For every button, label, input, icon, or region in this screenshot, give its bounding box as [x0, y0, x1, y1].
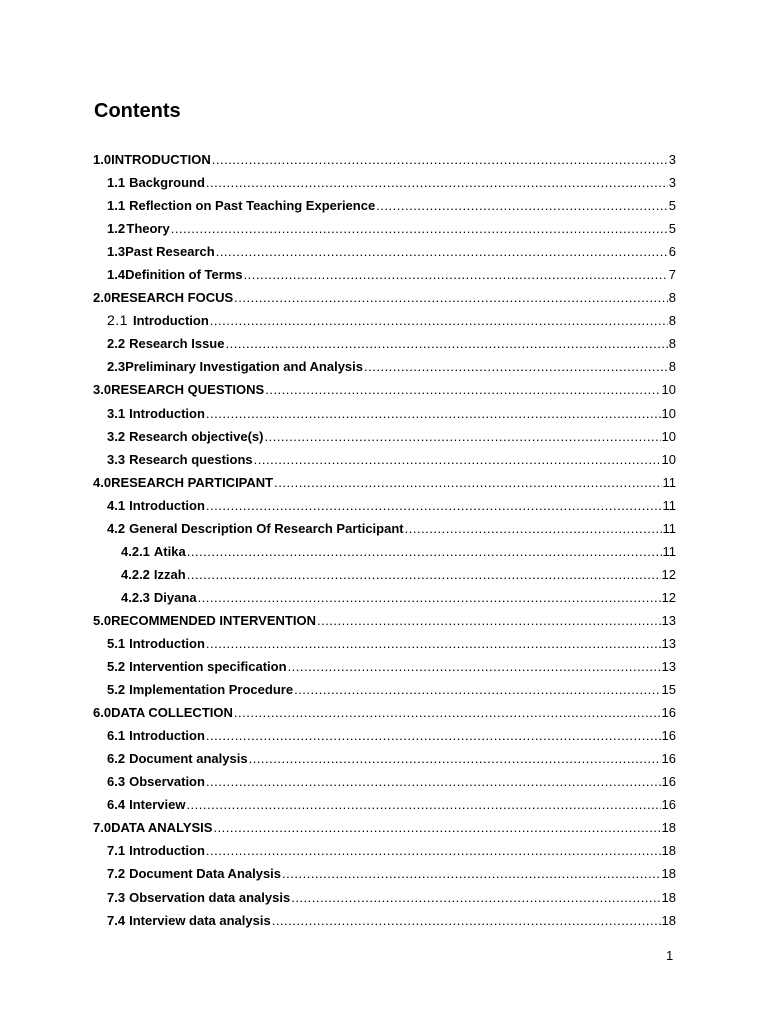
toc-entry-number: 3.3 — [107, 451, 126, 467]
toc-dot-leader — [206, 724, 661, 747]
toc-entry-page: 10 — [661, 405, 676, 421]
toc-entry-page: 12 — [661, 589, 676, 605]
toc-entry-page: 11 — [662, 520, 676, 536]
toc-entry-number: 6.4 — [107, 797, 126, 813]
toc-entry[interactable] — [93, 586, 676, 609]
toc-dot-leader — [206, 402, 661, 425]
toc-dot-leader — [294, 678, 660, 701]
toc-entry-title: RESEARCH FOCUS — [111, 290, 234, 306]
toc-entry-number: 6.1 — [107, 728, 126, 744]
toc-dot-leader — [225, 332, 667, 355]
toc-entry-title: Document Data Analysis — [129, 866, 282, 882]
toc-entry-title: Introduction — [129, 405, 205, 421]
toc-entry-title: Izzah — [153, 566, 186, 582]
toc-dot-leader — [254, 448, 661, 471]
toc-entry-number: 7.4 — [107, 912, 126, 928]
toc-entry-number: 2.1 — [107, 312, 128, 329]
toc-entry-page: 13 — [661, 612, 676, 628]
toc-entry[interactable] — [93, 263, 676, 286]
toc-entry-number: 7.0 — [93, 820, 112, 836]
toc-entry-title: DATA COLLECTION — [111, 705, 233, 721]
toc-entry[interactable] — [93, 770, 676, 793]
toc-entry[interactable] — [93, 724, 676, 747]
toc-dot-leader — [187, 540, 662, 563]
toc-entry[interactable] — [93, 563, 676, 586]
toc-dot-leader — [186, 793, 660, 816]
toc-entry-number: 3.0 — [93, 382, 112, 398]
table-of-contents — [93, 148, 676, 932]
toc-entry-page: 18 — [661, 889, 676, 905]
toc-dot-leader — [274, 471, 661, 494]
toc-entry[interactable] — [93, 909, 676, 932]
toc-entry-title: Interview data analysis — [129, 912, 271, 928]
toc-entry-page: 12 — [661, 566, 676, 582]
toc-heading: Contents — [94, 100, 181, 122]
toc-dot-leader — [198, 586, 661, 609]
toc-entry-title: Theory — [126, 221, 170, 237]
toc-dot-leader — [249, 747, 661, 770]
page-number: 1 — [666, 948, 674, 963]
toc-dot-leader — [206, 770, 661, 793]
toc-entry-page: 8 — [668, 290, 676, 306]
toc-entry-title: Research objective(s) — [129, 428, 264, 444]
toc-entry-number: 4.2.1 — [121, 543, 150, 559]
toc-entry[interactable] — [93, 816, 676, 839]
toc-dot-leader — [210, 309, 668, 332]
toc-entry-page: 16 — [661, 797, 676, 813]
toc-entry-page: 8 — [668, 359, 676, 375]
toc-entry-number: 7.1 — [107, 843, 126, 859]
toc-entry-page: 13 — [661, 659, 676, 675]
toc-entry-page: 7 — [668, 267, 676, 283]
toc-entry[interactable] — [93, 747, 676, 770]
toc-entry-page: 18 — [661, 866, 676, 882]
toc-entry-title: Reflection on Past Teaching Experience — [129, 198, 376, 214]
toc-entry[interactable] — [93, 402, 676, 425]
toc-entry-number: 1.3 — [107, 244, 126, 260]
toc-dot-leader — [234, 286, 668, 309]
toc-entry-title: Research questions — [129, 451, 253, 467]
toc-entry-page: 16 — [661, 774, 676, 790]
toc-entry-number: 6.3 — [107, 774, 126, 790]
toc-entry[interactable] — [93, 194, 676, 217]
toc-entry-title: DATA ANALYSIS — [111, 820, 213, 836]
toc-dot-leader — [206, 632, 661, 655]
toc-entry-title: Intervention specification — [129, 659, 287, 675]
toc-entry-page: 16 — [661, 728, 676, 744]
toc-entry[interactable] — [93, 678, 676, 701]
toc-entry[interactable] — [93, 309, 676, 332]
toc-entry[interactable] — [93, 609, 676, 632]
toc-entry[interactable] — [93, 332, 676, 355]
toc-entry-title: Observation — [129, 774, 205, 790]
toc-dot-leader — [265, 378, 660, 401]
toc-entry-number: 1.2 — [107, 221, 126, 237]
toc-entry-number: 5.0 — [93, 612, 112, 628]
toc-dot-leader — [317, 609, 661, 632]
toc-entry-number: 7.2 — [107, 866, 126, 882]
toc-dot-leader — [288, 655, 661, 678]
toc-entry[interactable] — [93, 540, 676, 563]
toc-entry-title: Atika — [153, 543, 186, 559]
toc-entry[interactable] — [93, 886, 676, 909]
toc-entry[interactable] — [93, 655, 676, 678]
toc-entry-page: 15 — [661, 682, 676, 698]
toc-entry-page: 11 — [662, 543, 676, 559]
toc-entry-page: 13 — [661, 635, 676, 651]
toc-entry-page: 10 — [661, 451, 676, 467]
toc-entry[interactable] — [93, 448, 676, 471]
toc-entry-page: 18 — [661, 843, 676, 859]
toc-dot-leader — [206, 171, 668, 194]
toc-dot-leader — [291, 886, 660, 909]
toc-entry-page: 18 — [661, 912, 676, 928]
toc-dot-leader — [171, 217, 668, 240]
toc-entry-title: General Description Of Research Participant — [129, 520, 404, 536]
toc-entry-title: Research Issue — [129, 336, 225, 352]
toc-entry-title: Introduction — [129, 843, 205, 859]
toc-dot-leader — [405, 517, 662, 540]
toc-entry-number: 4.2.3 — [121, 589, 150, 605]
toc-entry[interactable] — [93, 839, 676, 862]
toc-entry-number: 4.2.2 — [121, 566, 150, 582]
toc-entry[interactable] — [93, 793, 676, 816]
toc-entry-page: 16 — [661, 705, 676, 721]
toc-entry-title: Preliminary Investigation and Analysis — [125, 359, 364, 375]
toc-entry[interactable] — [93, 494, 676, 517]
toc-entry-number: 2.3 — [107, 359, 126, 375]
toc-entry-title: Diyana — [153, 589, 197, 605]
toc-entry-number: 5.2 — [107, 659, 126, 675]
toc-entry-number: 7.3 — [107, 889, 126, 905]
toc-entry-title: Introduction — [129, 497, 205, 513]
toc-dot-leader — [282, 862, 661, 885]
toc-entry-title: RESEARCH QUESTIONS — [111, 382, 265, 398]
toc-entry-title: RESEARCH PARTICIPANT — [111, 474, 274, 490]
toc-entry-title: Introduction — [132, 313, 209, 329]
toc-dot-leader — [234, 701, 661, 724]
toc-entry[interactable] — [93, 862, 676, 885]
toc-entry-title: INTRODUCTION — [111, 152, 211, 167]
toc-entry-number: 1.4 — [107, 267, 126, 283]
toc-entry-title: Document analysis — [129, 751, 248, 767]
toc-entry-number: 4.0 — [93, 474, 112, 490]
toc-entry-page: 3 — [668, 152, 676, 167]
toc-entry-number: 2.0 — [93, 290, 112, 306]
toc-entry-number: 1.1 — [107, 175, 126, 191]
toc-entry[interactable] — [93, 471, 676, 494]
toc-entry[interactable] — [93, 632, 676, 655]
toc-dot-leader — [213, 816, 660, 839]
toc-entry-number: 2.2 — [107, 336, 126, 352]
toc-entry-title: RECOMMENDED INTERVENTION — [111, 612, 316, 628]
toc-dot-leader — [272, 909, 661, 932]
toc-entry[interactable] — [93, 425, 676, 448]
toc-entry-number: 6.0 — [93, 705, 112, 721]
toc-entry[interactable] — [93, 171, 676, 194]
toc-entry-title: Implementation Procedure — [129, 682, 294, 698]
toc-entry-page: 10 — [661, 428, 676, 444]
toc-entry-number: 1.1 — [107, 198, 126, 214]
toc-entry-title: Definition of Terms — [125, 267, 243, 283]
toc-entry-page: 8 — [668, 336, 676, 352]
toc-entry[interactable] — [93, 148, 676, 171]
toc-entry-number: 5.2 — [107, 682, 126, 698]
toc-dot-leader — [216, 240, 668, 263]
toc-entry-page: 16 — [661, 751, 676, 767]
toc-entry[interactable] — [93, 517, 676, 540]
toc-entry[interactable] — [93, 286, 676, 309]
toc-entry-title: Background — [129, 175, 205, 191]
toc-entry-title: Introduction — [129, 635, 205, 651]
toc-entry-number: 3.1 — [107, 405, 126, 421]
toc-entry-title: Past Research — [125, 244, 215, 260]
toc-entry-page: 10 — [661, 382, 676, 398]
toc-entry-number: 3.2 — [107, 428, 126, 444]
toc-entry[interactable] — [93, 378, 676, 401]
toc-dot-leader — [206, 839, 661, 862]
toc-entry-page: 5 — [668, 198, 676, 214]
toc-entry-page: 5 — [668, 221, 676, 237]
toc-entry-title: Observation data analysis — [129, 889, 291, 905]
toc-entry-page: 6 — [668, 244, 676, 260]
toc-entry-number: 4.2 — [107, 520, 126, 536]
toc-entry[interactable] — [93, 217, 676, 240]
toc-entry-title: Interview — [129, 797, 186, 813]
toc-entry-page: 3 — [668, 175, 676, 191]
toc-entry-number: 6.2 — [107, 751, 126, 767]
toc-dot-leader — [244, 263, 668, 286]
toc-entry-number: 1.0 — [93, 152, 112, 167]
toc-entry-page: 11 — [662, 474, 676, 490]
toc-entry-page: 18 — [661, 820, 676, 836]
toc-entry[interactable] — [93, 355, 676, 378]
toc-dot-leader — [206, 494, 662, 517]
toc-entry-number: 5.1 — [107, 635, 126, 651]
toc-dot-leader — [212, 148, 668, 171]
toc-dot-leader — [364, 355, 668, 378]
toc-entry-number: 4.1 — [107, 497, 126, 513]
toc-entry[interactable] — [93, 701, 676, 724]
toc-dot-leader — [376, 194, 668, 217]
toc-dot-leader — [187, 563, 661, 586]
toc-entry-page: 11 — [662, 497, 676, 513]
toc-entry-title: Introduction — [129, 728, 205, 744]
toc-dot-leader — [264, 425, 660, 448]
toc-entry[interactable] — [93, 240, 676, 263]
toc-entry-page: 8 — [668, 313, 676, 329]
